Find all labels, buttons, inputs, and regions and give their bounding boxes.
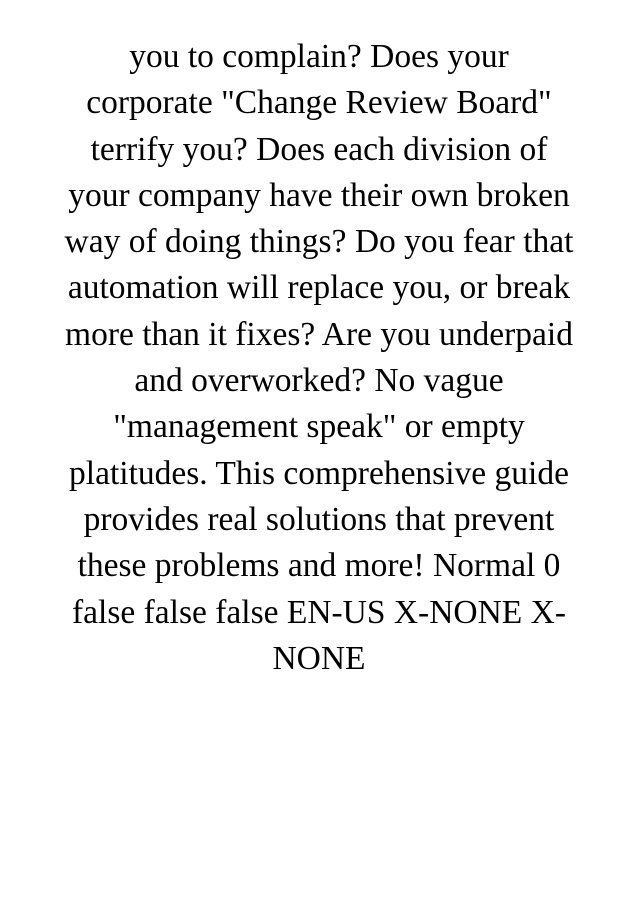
text-line: more than it fixes? Are you underpaid — [65, 315, 573, 353]
text-line: automation will replace you, or break — [67, 269, 571, 307]
text-line: these problems and more! Normal 0 — [77, 547, 561, 585]
text-line: you to complain? Does your — [129, 38, 509, 75]
text-line: and overworked? No vague — [134, 362, 504, 400]
text-line: false false false EN-US X-NONE X- — [72, 593, 566, 631]
text-line: your company have their own broken — [68, 176, 570, 214]
text-line: provides real solutions that prevent — [83, 500, 555, 538]
body-paragraph — [28, 34, 610, 682]
text-line: way of doing things? Do you fear that — [64, 223, 574, 261]
text-line: corporate "Change Review Board" — [86, 84, 552, 122]
text-line: terrify you? Does each division of — [90, 130, 548, 168]
text-line: NONE — [272, 639, 366, 677]
text-line: platitudes. This comprehensive guide — [69, 454, 569, 492]
text-line: "management speak" or empty — [113, 408, 525, 446]
